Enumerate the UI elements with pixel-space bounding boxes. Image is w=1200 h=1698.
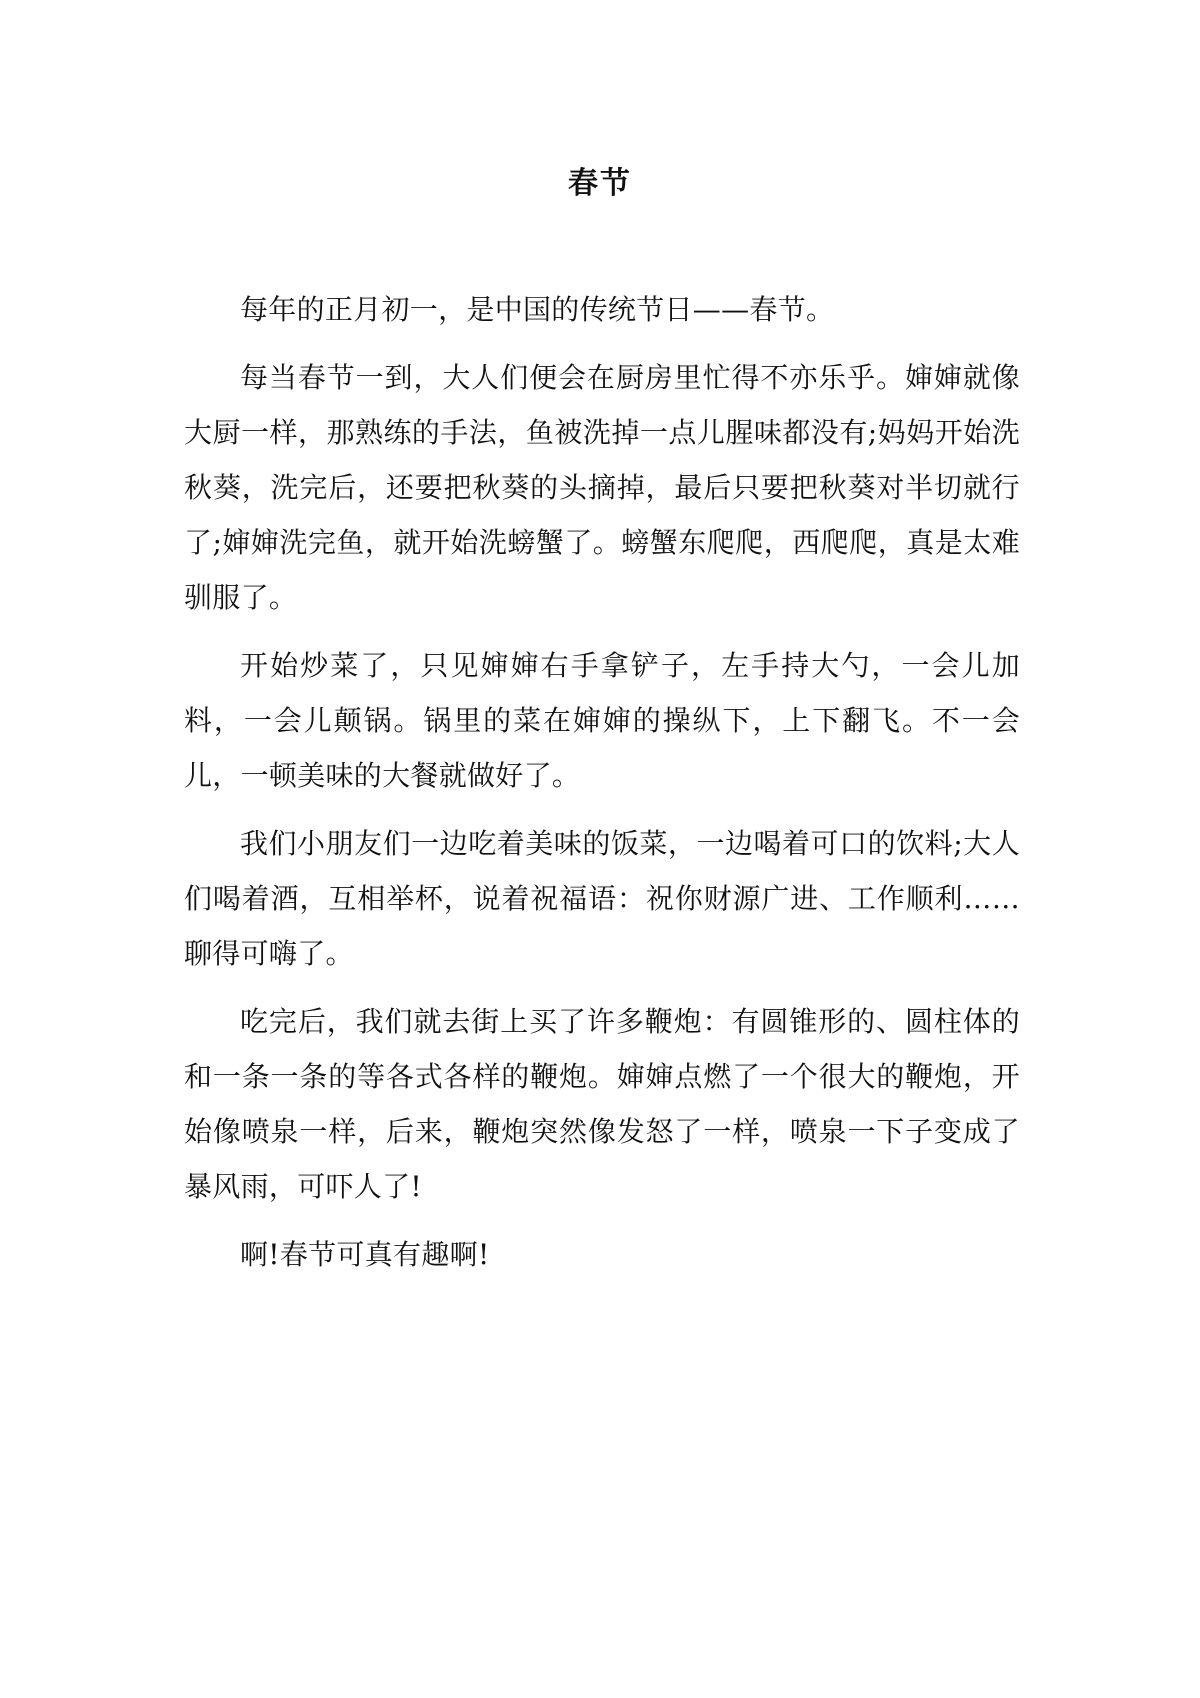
paragraph: 每当春节一到，大人们便会在厨房里忙得不亦乐乎。婶婶就像大厨一样，那熟练的手法，鱼被洗掉一点儿腥味都没有;妈妈开始洗秋葵，洗完后，还要把秋葵的头摘掉，最后只要把秋葵对半切就行了;婶婶洗完鱼，就开始洗螃蟹了。螃蟹东爬爬，西爬爬，真是太难驯服了。	[184, 361, 1020, 614]
paragraph: 开始炒菜了，只见婶婶右手拿铲子，左手持大勺，一会儿加料，一会儿颠锅。锅里的菜在婶婶的操纵下，上下翻飞。不一会儿，一顿美味的大餐就做好了。	[184, 649, 1020, 792]
paragraph: 每年的正月初一，是中国的传统节日——春节。	[240, 293, 835, 326]
paragraph: 我们小朋友们一边吃着美味的饭菜，一边喝着可口的饮料;大人们喝着酒，互相举杯，说着祝福语：祝你财源广进、工作顺利……聊得可嗨了。	[184, 827, 1020, 970]
paragraph: 啊!春节可真有趣啊!	[240, 1238, 490, 1271]
paragraph: 吃完后，我们就去街上买了许多鞭炮：有圆锥形的、圆柱体的和一条一条的等各式各样的鞭炮。婶婶点燃了一个很大的鞭炮，开始像喷泉一样，后来，鞭炮突然像发怒了一样，喷泉一下子变成了暴风雨，可吓人了!	[184, 1005, 1020, 1203]
essay-body	[184, 282, 1020, 1295]
page-title: 春节	[568, 166, 632, 201]
